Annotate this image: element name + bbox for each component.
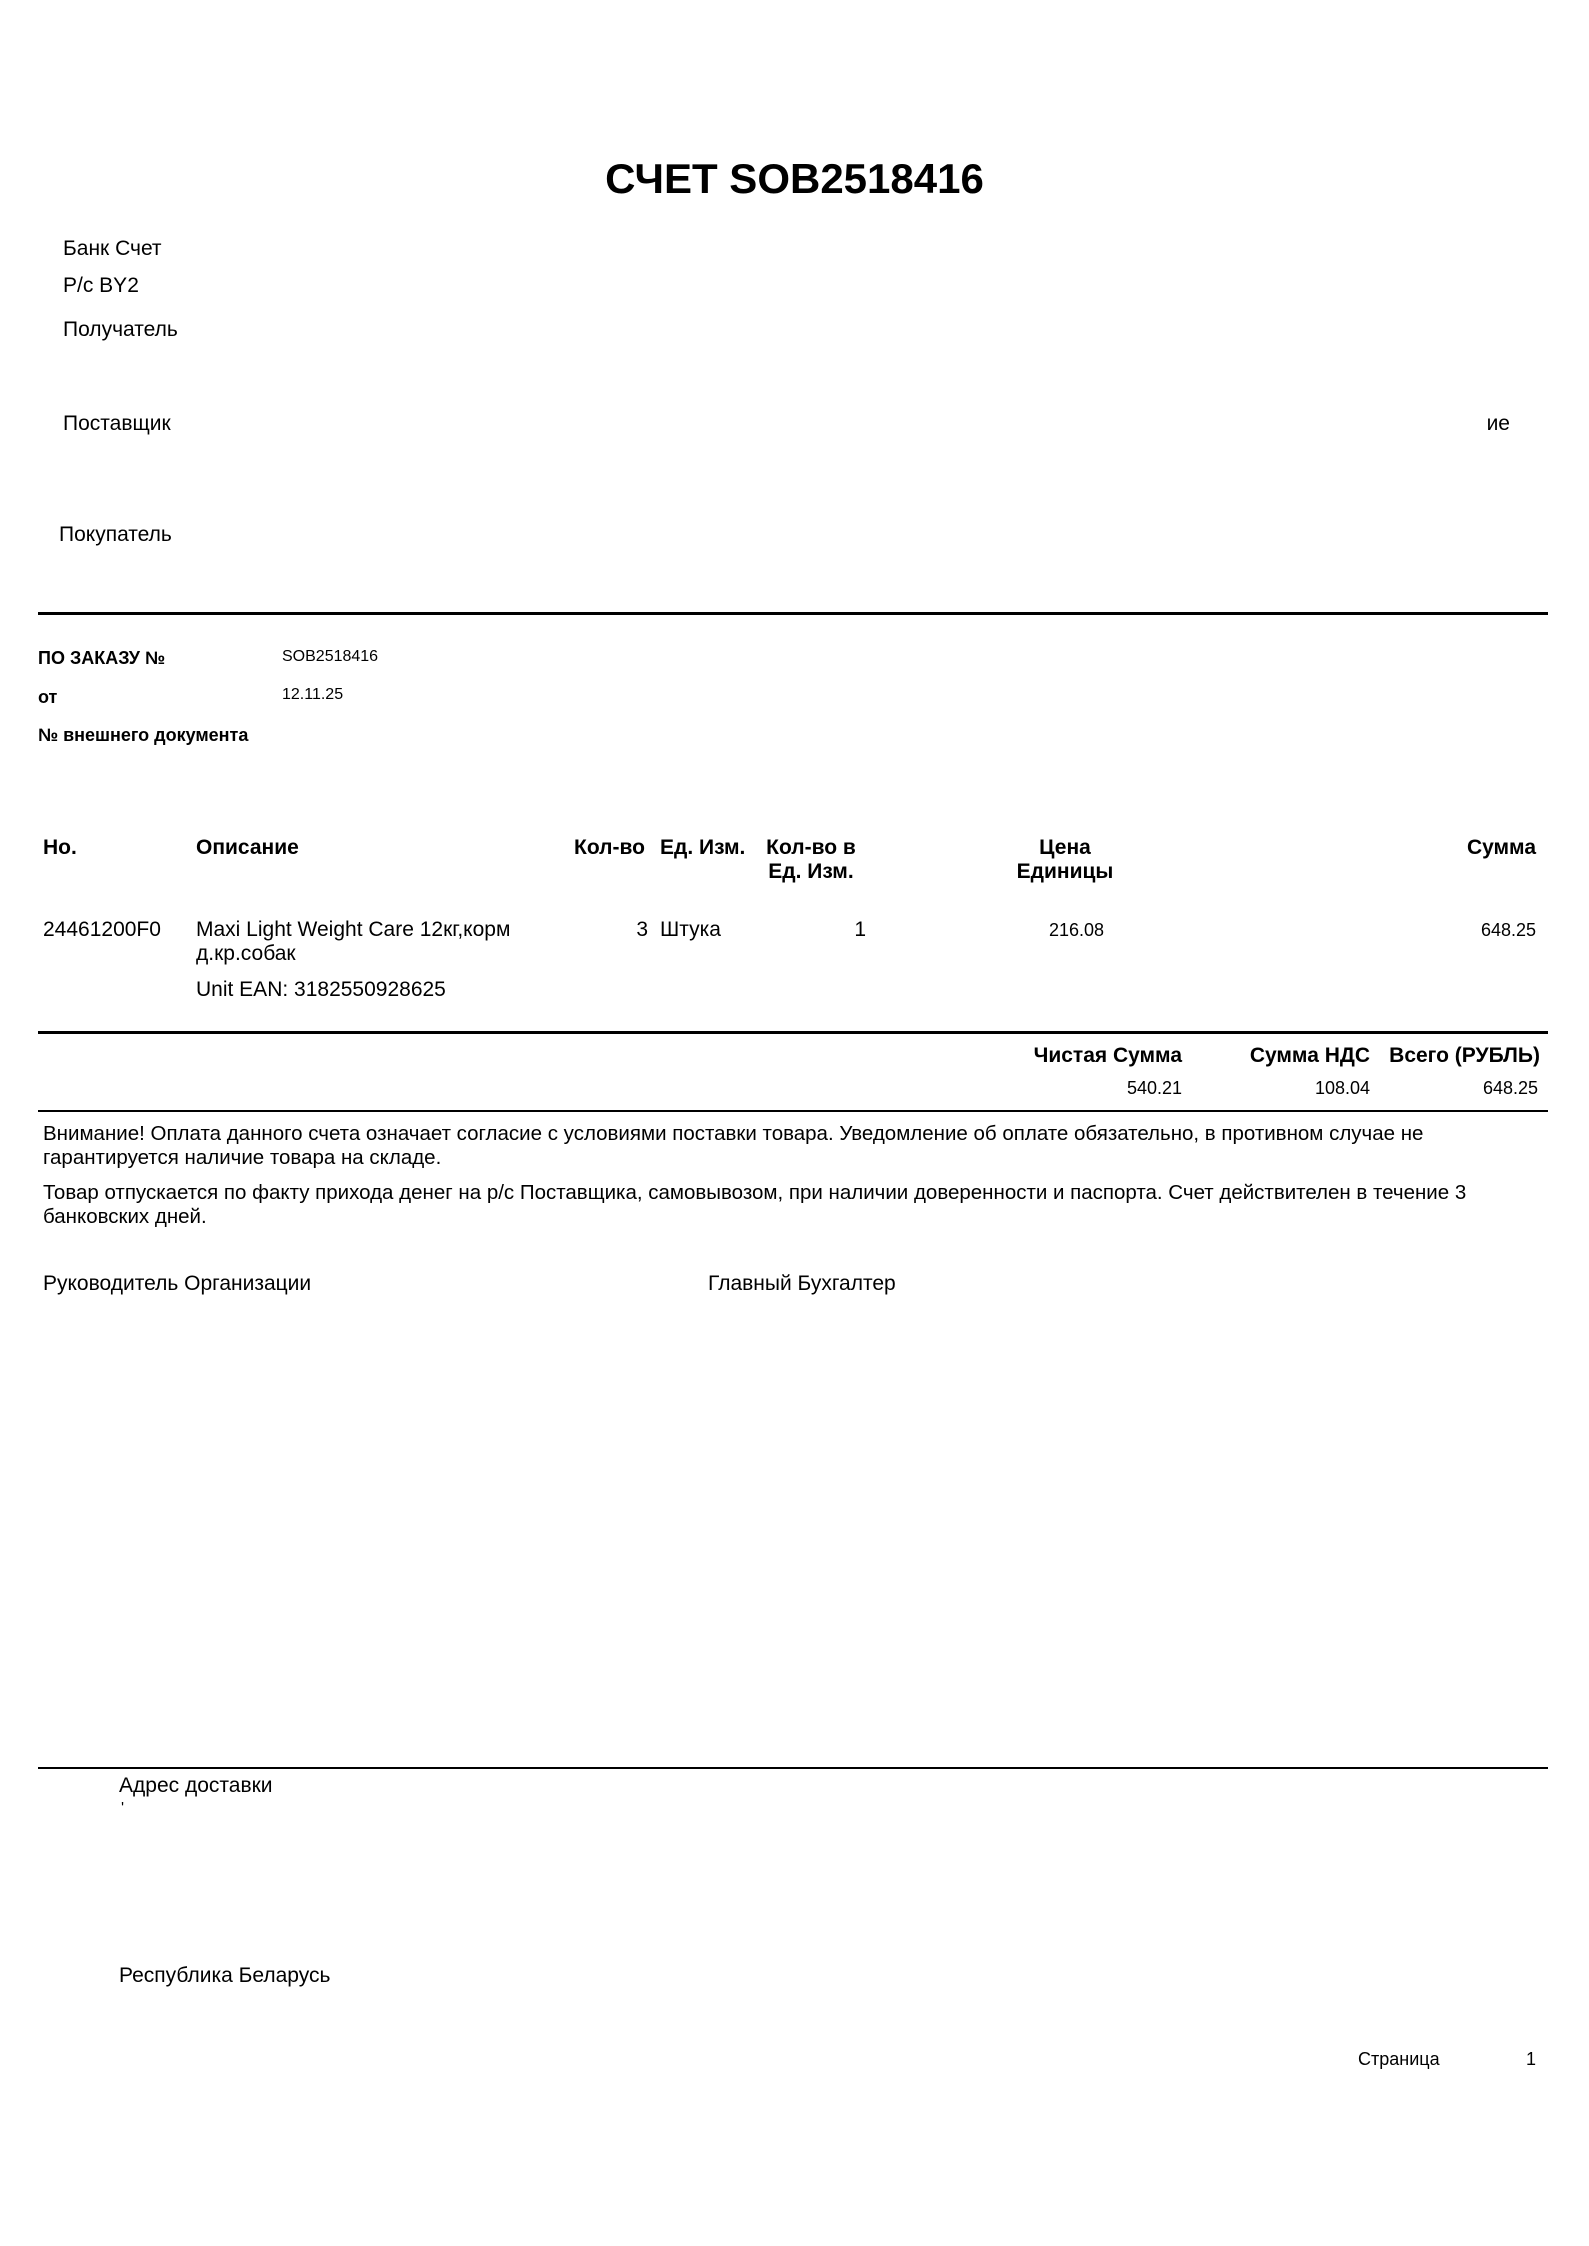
delivery-address-mark: ' [121,1800,125,1817]
order-date-label: от [38,687,58,707]
net-total-label: Чистая Сумма [1033,1044,1182,1067]
bank-account-label: Банк Счет [63,237,162,260]
row-ean: Unit EAN: 3182550928625 [196,978,446,1001]
col-header-qty: Кол-во [574,836,645,859]
net-total-value: 540.21 [1126,1078,1182,1098]
col-header-unit-price: Цена Единицы [1016,836,1114,883]
buyer-label: Покупатель [59,523,172,546]
grand-total-value: 648.25 [1482,1078,1538,1098]
row-item-no: 24461200F0 [43,918,161,941]
row-uom: Штука [660,918,721,941]
page-number: 1 [1525,2049,1536,2069]
invoice-title: СЧЕТ SOB2518416 [605,155,984,202]
accountant-signature-label: Главный Бухгалтер [708,1272,896,1295]
delivery-address-label: Адрес доставки [119,1774,273,1797]
footer-divider [38,1767,1548,1769]
row-amount: 648.25 [1480,920,1536,940]
row-qty: 3 [636,918,648,941]
order-no-value: SOB2518416 [282,648,379,665]
order-date-value: 12.11.25 [282,686,344,703]
col-header-qty-per-uom: Кол-во в Ед. Изм. [766,836,856,883]
col-header-uom: Ед. Изм. [660,836,746,859]
payment-notice: Внимание! Оплата данного счета означает согласие с условиями поставки товара. Уведомление об оплате обязательно, в противном случае не гарантируется наличие товара на складе. [43,1122,1424,1169]
header-divider [38,612,1548,615]
col-header-no: Но. [43,836,77,859]
delivery-country: Республика Беларусь [119,1964,331,1987]
col-header-description: Описание [196,836,299,859]
row-description: Maxi Light Weight Care 12кг,корм д.кр.собак [196,918,511,965]
vat-total-label: Сумма НДС [1249,1044,1370,1067]
order-no-label: ПО ЗАКАЗУ № [38,648,166,668]
vat-total-value: 108.04 [1314,1078,1370,1098]
supplier-right-fragment: ие [1486,412,1510,435]
release-notice: Товар отпускается по факту прихода денег на р/с Поставщика, самовывозом, при наличии доверенности и паспорта. Счет действителен в течение 3 банковских дней. [43,1181,1467,1228]
director-signature-label: Руководитель Организации [43,1272,312,1295]
grand-total-label: Всего (РУБЛЬ) [1389,1044,1540,1067]
external-doc-label: № внешнего документа [38,725,249,745]
page-label: Страница [1358,2049,1440,2069]
row-qty-per-uom: 1 [854,918,866,941]
recipient-label: Получатель [63,318,178,341]
table-divider [38,1031,1548,1034]
supplier-label: Поставщик [63,412,171,435]
row-unit-price: 216.08 [1048,920,1104,940]
totals-divider [38,1110,1548,1112]
rs-label: Р/с BY2 [63,274,139,297]
col-header-amount: Сумма [1466,836,1536,859]
